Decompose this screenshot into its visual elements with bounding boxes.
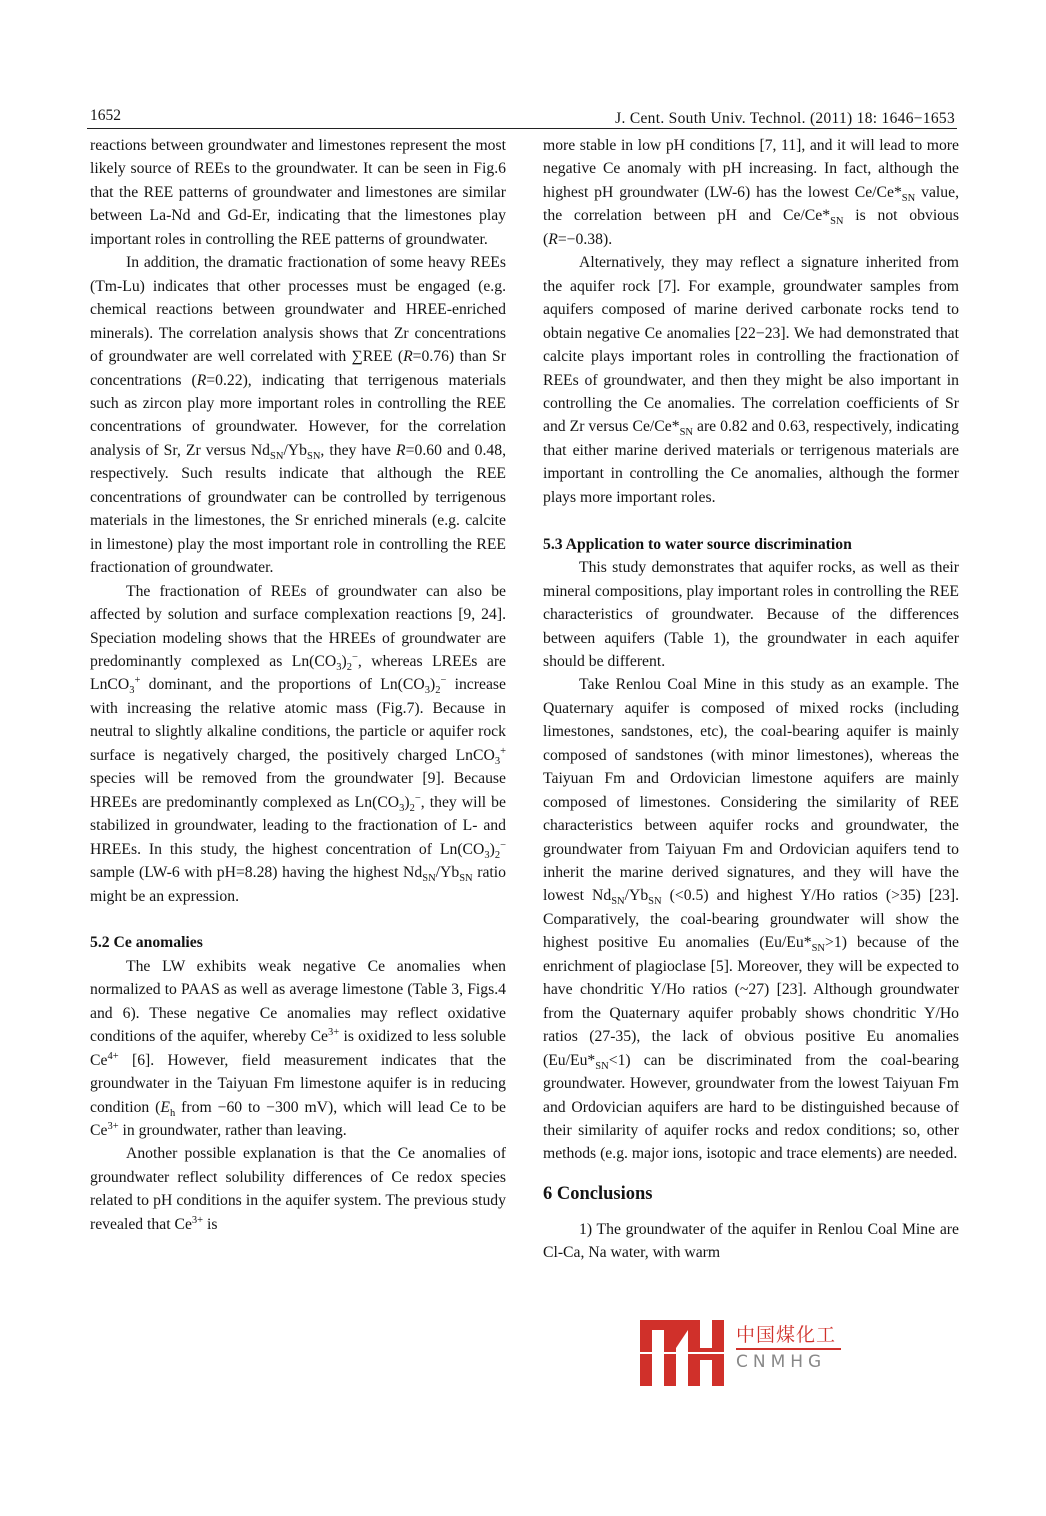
page-header xyxy=(87,106,957,129)
section-heading-5-2: 5.2 Ce anomalies xyxy=(90,934,203,952)
journal-citation: J. Cent. South Univ. Technol. (2011) 18: 1646−1653 xyxy=(615,110,955,127)
section-heading-6: 6 Conclusions xyxy=(543,1183,653,1204)
paragraph: The fractionation of REEs of groundwater can also be affected by solution and surface complexation reactions [9, 24]. Speciation modeling shows that the HREEs of groundwater are predominantly complexed as $Ln(CO_3)_2^-$, whereas LREEs are LnCO$_3$+ dominant, and the proportions of $Ln(CO_3)_2^-$ increase with increasing the relative atomic mass (Fig.7). Because in neutral to slightly alkaline conditions, the particle or aquifer rock surface is negatively charged, the positively charged LnCO$_3$+ species will be removed from the groundwater [9]. Because HREEs are predominantly complexed as $Ln(CO_3)_2^-$, they will be stabilized in groundwater, leading to the fractionation of L- and HREEs. In this study, the highest concentration of $Ln(CO_3)_2^-$ sample (LW-6 with pH=8.28) having the highest $Nd_{SN}/Yb_{SN}$ ratio might be an expression. xyxy=(90,582,507,905)
left-column xyxy=(90,134,506,1236)
right-column xyxy=(543,134,959,1265)
paragraph: Another possible explanation is that the Ce anomalies of groundwater reflect solubility differences of Ce redox species related to pH conditions in the aquifer system. The previous study revealed that $Ce^{3+}$ is xyxy=(90,1145,506,1233)
paragraph: This study demonstrates that aquifer rocks, as well as their mineral compositions, play important roles in controlling the REE characteristics of groundwater. Because of the differences between aquifers (Table 1), the groundwater in each aquifer should be different. xyxy=(543,559,959,670)
section-heading-5-3: 5.3 Application to water source discrimination xyxy=(543,535,852,553)
paragraph: reactions between groundwater and limestones represent the most likely source of REEs to the groundwater. It can be seen in Fig.6 that the REE patterns of groundwater and limestones are similar between La-Nd and Gd-Er, indicating that the limestones play important roles in controlling the REE patterns of groundwater. xyxy=(90,137,506,248)
paragraph: Take Renlou Coal Mine in this study as an example. The Quaternary aquifer is composed of mixed rocks (including limestones, sandstones, etc), the coal-bearing aquifer is mainly composed of sandstones (with minor limestones), whereas the Taiyuan Fm and Ordovician limestone aquifers are mainly composed of limestones. Considering the similarity of REE characteristics between aquifer rocks and groundwater, the groundwater from Taiyuan Fm and Ordovician aquifers tend to inherit the marine derived signatures, and they will have the lowest $Nd_{SN}/Yb_{SN}$ (<0.5) and highest Y/Ho ratios (>35) [23]. Comparatively, the coal-bearing groundwater will show the highest positive Eu anomalies $(Eu/Eu*_{SN}>1)$ because of the enrichment of plagioclase [5]. Moreover, they will be expected to have chondritic Y/Ho ratios (~27) [23]. Although groundwater from the Quaternary aquifer probably shows chondritic Y/Ho ratios (27-35), the lack of obvious positive Eu anomalies $(Eu/Eu*_{SN}<1)$ can be discriminated from the coal-bearing groundwater. However, groundwater from the lowest Taiyuan Fm and Ordovician aquifers are hard to be distinguished because of their similarity of aquifer rocks and redox conditions; so, other methods (e.g. major ions, isotopic and trace elements) are needed. xyxy=(543,676,960,1163)
cnmhg-logo-icon xyxy=(640,1320,724,1386)
watermark xyxy=(640,1320,870,1386)
paragraph: The LW exhibits weak negative Ce anomalies when normalized to PAAS as well as average limestone (Table 3, Figs.4 and 6). These negative Ce anomalies may reflect oxidative conditions of the aquifer, whereby $Ce^{3+}$ is oxidized to less soluble $Ce^{4+}$ [6]. However, field measurement indicates that the groundwater in the Taiyuan Fm limestone aquifer is in reducing condition ($E_h$ from −60 to −300 mV), which will lead Ce to be $Ce^{3+}$ in groundwater, rather than leaving. xyxy=(90,957,507,1140)
page-number: 1652 xyxy=(90,107,121,124)
watermark-divider xyxy=(736,1348,841,1350)
watermark-english-text: CNMHG xyxy=(736,1352,827,1372)
paragraph: In addition, the dramatic fractionation of some heavy REEs (Tm-Lu) indicates that other processes must be engaged (e.g. chemical reactions between groundwater and HREE-enriched minerals). The correlation analysis shows that Zr concentrations of groundwater are well correlated with ∑REE (R=0.76) than Sr concentrations (R=0.22), indicating that terrigenous materials such as zircon play more important roles in controlling the REE concentrations of groundwater. However, for the correlation analysis of Sr, Zr versus $Nd_{SN}/Yb_{SN}$, they have R=0.60 and 0.48, respectively. Such results indicate that although the REE concentrations of groundwater can be controlled by terrigenous materials in the limestones, the Sr enriched minerals (e.g. calcite in limestone) play the most important role in controlling the REE fractionation of groundwater. xyxy=(90,254,506,577)
watermark-chinese-text: 中国煤化工 xyxy=(736,1324,837,1346)
paragraph: more stable in low pH conditions [7, 11], and it will lead to more negative Ce anomaly with pH increasing. In fact, although the highest pH groundwater (LW-6) has the lowest $Ce/Ce*_{SN}$ value, the correlation between pH and $Ce/Ce*_{SN}$ is not obvious (R=−0.38). xyxy=(543,137,959,248)
paragraph: 1) The groundwater of the aquifer in Renlou Coal Mine are Cl-Ca, Na water, with warm xyxy=(543,1220,959,1262)
paragraph: Alternatively, they may reflect a signature inherited from the aquifer rock [7]. For example, groundwater samples from aquifers composed of marine derived carbonate rocks tend to obtain negative Ce anomalies [22−23]. We had demonstrated that calcite plays important roles in controlling the fractionation of REEs of groundwater, and then they might be also important in controlling the Ce anomalies. The correlation coefficients of Sr and Zr versus $Ce/Ce*_{SN}$ are 0.82 and 0.63, respectively, indicating that either marine derived materials or terrigenous materials are important in controlling the Ce anomalies, although the former plays more important roles. xyxy=(543,254,959,506)
